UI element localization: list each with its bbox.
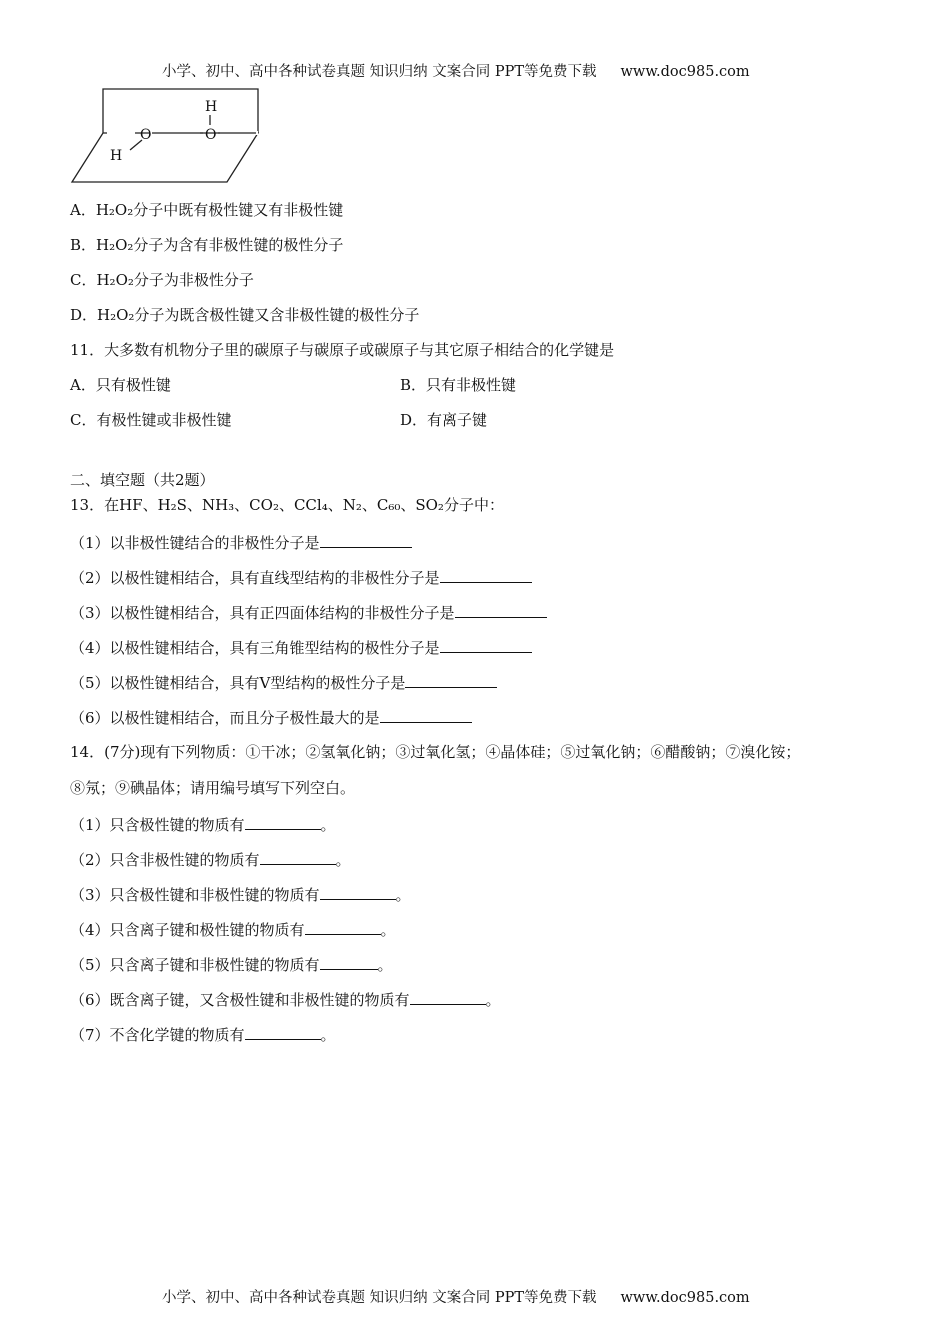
footer-text: 小学、初中、高中各种试卷真题 知识归纳 文案合同 PPT等免费下载 [162, 1290, 597, 1306]
atom-o: O [140, 127, 152, 143]
q13-item: （6）以极性键相结合，而且分子极性最大的是 [70, 707, 472, 728]
page-header [162, 60, 750, 81]
option-b: B．只有非极性键 [400, 376, 517, 394]
answer-blank[interactable] [245, 814, 321, 830]
answer-blank[interactable] [405, 672, 497, 688]
option-a: A．只有极性键 [70, 376, 171, 394]
h2o2-structure-diagram [70, 85, 270, 190]
option-c: C．H₂O₂分子为非极性分子 [70, 271, 254, 289]
option-d: D．有离子键 [400, 411, 488, 429]
q13-item: （1）以非极性键结合的非极性分子是 [70, 532, 412, 553]
q13-item: （4）以极性键相结合，具有三角锥型结构的极性分子是 [70, 637, 532, 658]
atom-o: O [205, 127, 217, 143]
answer-blank[interactable] [245, 1024, 321, 1040]
answer-blank[interactable] [440, 637, 532, 653]
q14-item: （7）不含化学键的物质有 。 [70, 1026, 336, 1044]
option-b: B．H₂O₂分子为含有非极性键的极性分子 [70, 236, 344, 254]
answer-blank[interactable] [320, 954, 378, 970]
atom-h: H [110, 148, 123, 164]
q14-item: （3）只含极性键和非极性键的物质有 。 [70, 886, 411, 904]
q14-item: （5）只含离子键和非极性键的物质有 。 [70, 956, 393, 974]
question-14-stem: 14．(7分)现有下列物质：①干冰；②氢氧化钠；③过氧化氢；④晶体硅；⑤过氧化钠；⑥醋酸钠；⑦溴化铵； [70, 743, 801, 761]
answer-blank[interactable] [305, 919, 381, 935]
q14-item: （1）只含极性键的物质有 。 [70, 816, 336, 834]
answer-blank[interactable] [260, 849, 336, 865]
header-text: 小学、初中、高中各种试卷真题 知识归纳 文案合同 PPT等免费下载 [162, 64, 597, 80]
q13-item: （2）以极性键相结合，具有直线型结构的非极性分子是 [70, 567, 532, 588]
answer-blank[interactable] [380, 707, 472, 723]
q14-item: （4）只含离子键和极性键的物质有 。 [70, 921, 396, 939]
q14-item: （2）只含非极性键的物质有 。 [70, 851, 351, 869]
footer-url[interactable]: www.doc985.com [620, 1290, 750, 1306]
option-c: C．有极性键或非极性键 [70, 411, 232, 429]
answer-blank[interactable] [320, 884, 396, 900]
q14-item: （6）既含离子键，又含极性键和非极性键的物质有 。 [70, 991, 501, 1009]
option-d: D．H₂O₂分子为既含极性键又含非极性键的极性分子 [70, 306, 420, 324]
answer-blank[interactable] [455, 602, 547, 618]
question-13-stem: 13．在HF、H₂S、NH₃、CO₂、CCl₄、N₂、C₆₀、SO₂分子中： [70, 496, 504, 514]
section-heading: 二、填空题（共2题） [70, 471, 215, 489]
header-url[interactable]: www.doc985.com [620, 64, 750, 80]
atom-h: H [205, 99, 218, 115]
question-14-stem-cont: ⑧氖；⑨碘晶体；请用编号填写下列空白。 [70, 779, 356, 797]
answer-blank[interactable] [320, 532, 412, 548]
question-11-stem: 11．大多数有机物分子里的碳原子与碳原子或碳原子与其它原子相结合的化学键是 [70, 341, 615, 359]
answer-blank[interactable] [410, 989, 486, 1005]
option-a: A．H₂O₂分子中既有极性键又有非极性键 [70, 201, 344, 219]
q13-item: （5）以极性键相结合，具有V型结构的极性分子是 [70, 672, 497, 693]
page-footer [162, 1286, 750, 1307]
q13-item: （3）以极性键相结合，具有正四面体结构的非极性分子是 [70, 602, 547, 623]
answer-blank[interactable] [440, 567, 532, 583]
